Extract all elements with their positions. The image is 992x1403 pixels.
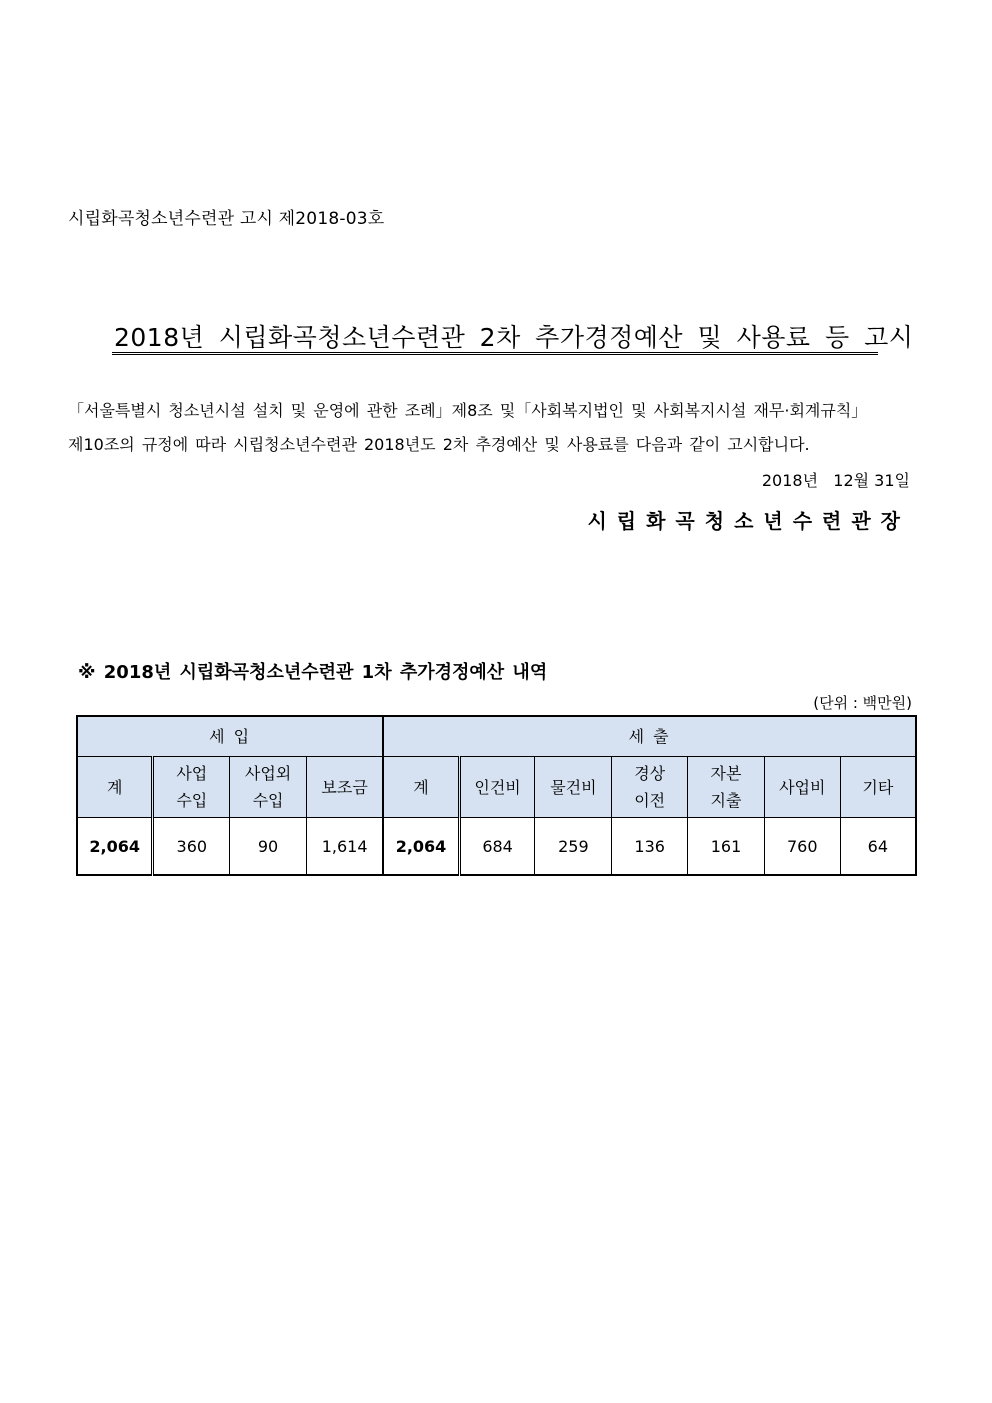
body-paragraph-line-2: 제10조의 규정에 따라 시립청소년수련관 2018년도 2차 추경예산 및 사용료를 다음과 같이 고시합니다. xyxy=(68,435,810,454)
table-row xyxy=(77,818,916,876)
column-header-transfers: 경상 이전 xyxy=(612,757,688,818)
notice-date: 2018년 12월 31일 xyxy=(761,471,910,490)
document-title: 2018년 시립화곡청소년수련관 2차 추가경정예산 및 사용료 등 고시 xyxy=(114,323,914,352)
column-header-expense-total: 계 xyxy=(383,757,459,818)
value-revenue-total: 2,064 xyxy=(77,818,153,876)
value-capital: 161 xyxy=(688,818,765,876)
value-goods: 259 xyxy=(535,818,612,876)
expense-group-header: 세 출 xyxy=(383,716,916,757)
budget-table xyxy=(76,715,917,876)
section-title: ※ 2018년 시립화곡청소년수련관 1차 추가경정예산 내역 xyxy=(78,662,548,683)
value-other: 64 xyxy=(840,818,916,876)
column-header-subsidy: 보조금 xyxy=(306,757,383,818)
column-header-goods: 물건비 xyxy=(535,757,612,818)
value-personnel: 684 xyxy=(459,818,535,876)
value-program: 760 xyxy=(764,818,840,876)
value-business-income: 360 xyxy=(153,818,230,876)
column-header-business-income: 사업 수입 xyxy=(153,757,230,818)
body-paragraph-line-1: 「서울특별시 청소년시설 설치 및 운영에 관한 조례」제8조 및「사회복지법인 및 사회복지시설 재무·회계규칙」 xyxy=(68,401,868,420)
value-nonbusiness-income: 90 xyxy=(230,818,307,876)
column-header-nonbusiness-income: 사업외 수입 xyxy=(230,757,307,818)
revenue-group-header: 세 입 xyxy=(77,716,383,757)
table-group-header-row xyxy=(77,716,916,757)
value-subsidy: 1,614 xyxy=(306,818,383,876)
column-header-program: 사업비 xyxy=(764,757,840,818)
signer-name: 시립화곡청소년수련관장 xyxy=(587,509,910,533)
column-header-other: 기타 xyxy=(840,757,916,818)
title-underline xyxy=(112,352,878,355)
table-column-header-row xyxy=(77,757,916,818)
value-transfers: 136 xyxy=(612,818,688,876)
column-header-revenue-total: 계 xyxy=(77,757,153,818)
value-expense-total: 2,064 xyxy=(383,818,459,876)
unit-label: (단위 : 백만원) xyxy=(813,694,912,712)
column-header-capital: 자본 지출 xyxy=(688,757,765,818)
notice-number: 시립화곡청소년수련관 고시 제2018-03호 xyxy=(68,209,385,229)
column-header-personnel: 인건비 xyxy=(459,757,535,818)
